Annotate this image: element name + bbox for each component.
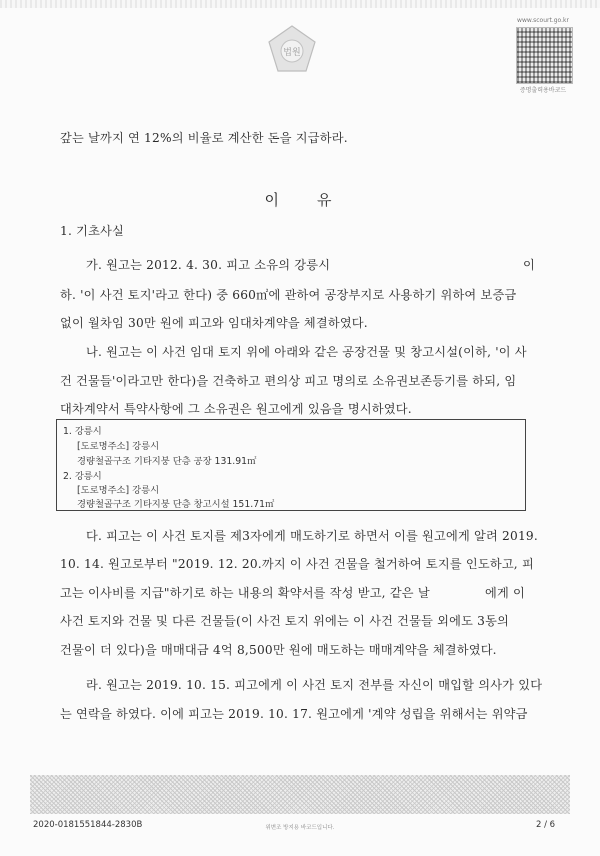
heading-basic-facts: 1. 기초사실 <box>60 224 124 238</box>
body-line-ga-1-tail: 이 <box>523 258 535 272</box>
page-number: 2 / 6 <box>536 820 556 830</box>
body-line-ra-1: 라. 원고는 2019. 10. 15. 피고에게 이 사건 토지 전부를 자신이 매입할 의사가 있다 <box>86 678 543 692</box>
body-line-na-3: 대차계약서 특약사항에 그 소유권은 원고에게 있음을 명시하였다. <box>60 402 412 416</box>
body-line-na-1: 나. 원고는 이 사건 임대 토지 위에 아래와 같은 공장건물 및 창고시설(이하, '이 사 <box>86 345 527 359</box>
qr-code-icon <box>516 27 573 84</box>
list-item: [도로명주소] 강릉시 <box>77 485 160 496</box>
body-line-da-4: 사건 토지와 건물 및 다른 건물들(이 사건 토지 위에는 이 사건 건물들 외에도 3동의 <box>60 614 510 628</box>
emblem-text: 법원 <box>283 48 301 58</box>
building-list-box <box>56 419 526 511</box>
body-line-ga-2: 하. '이 사건 토지'라고 한다) 중 660㎡에 관하여 공장부지로 사용하기 위하여 보증금 <box>60 288 517 302</box>
body-line-da-3: 고는 이사비를 지급"하기로 하는 내용의 확약서를 작성 받고, 같은 날 <box>60 586 430 600</box>
body-line-ra-2: 는 연락을 하였다. 이에 피고는 2019. 10. 17. 원고에게 '계약 성립을 위해서는 위약금 <box>60 707 528 721</box>
body-line-da-2: 10. 14. 원고로부터 "2019. 12. 20.까지 이 사건 건물을 철거하여 토지를 인도하고, 피 <box>60 557 534 571</box>
document-id: 2020-0181551844-2830B <box>33 820 143 830</box>
list-item: 경량철골구조 기타지붕 단층 공장 131.91㎡ <box>77 456 257 467</box>
list-item: 2. 강릉시 <box>63 471 102 482</box>
court-emblem-icon <box>266 24 318 76</box>
court-url: www.scourt.go.kr <box>517 17 569 24</box>
list-item: [도로명주소] 강릉시 <box>77 441 160 452</box>
body-line-da-1: 다. 피고는 이 사건 토지를 제3자에게 매도하기로 하면서 이를 원고에게 알려 2019. <box>86 529 538 543</box>
qr-label: 증명출력용바코드 <box>519 87 567 94</box>
body-line-ga-1: 가. 원고는 2012. 4. 30. 피고 소유의 강릉시 <box>86 258 331 272</box>
body-line-da-5: 건물이 더 있다)을 매매대금 4억 8,500만 원에 매도하는 매매계약을 체결하였다. <box>60 643 497 657</box>
list-item: 1. 강릉시 <box>63 426 102 437</box>
body-line-1: 갚는 날까지 연 12%의 비율로 계산한 돈을 지급하라. <box>60 131 348 145</box>
body-line-ga-3: 없이 월차임 30만 원에 피고와 임대차계약을 체결하였다. <box>60 316 368 330</box>
footer-security-band <box>30 775 570 814</box>
body-line-na-2: 건 건물들'이라고만 한다)을 건축하고 편의상 피고 명의로 소유권보존등기를 하되, 임 <box>60 374 517 388</box>
top-security-band <box>0 0 600 8</box>
section-title: 이유 <box>264 191 370 209</box>
list-item: 경량철골구조 기타지붕 단층 창고시설 151.71㎡ <box>77 499 275 510</box>
body-line-da-3-tail: 에게 이 <box>485 586 525 600</box>
footer-note: 위변조 방지용 바코드입니다. <box>265 825 335 831</box>
